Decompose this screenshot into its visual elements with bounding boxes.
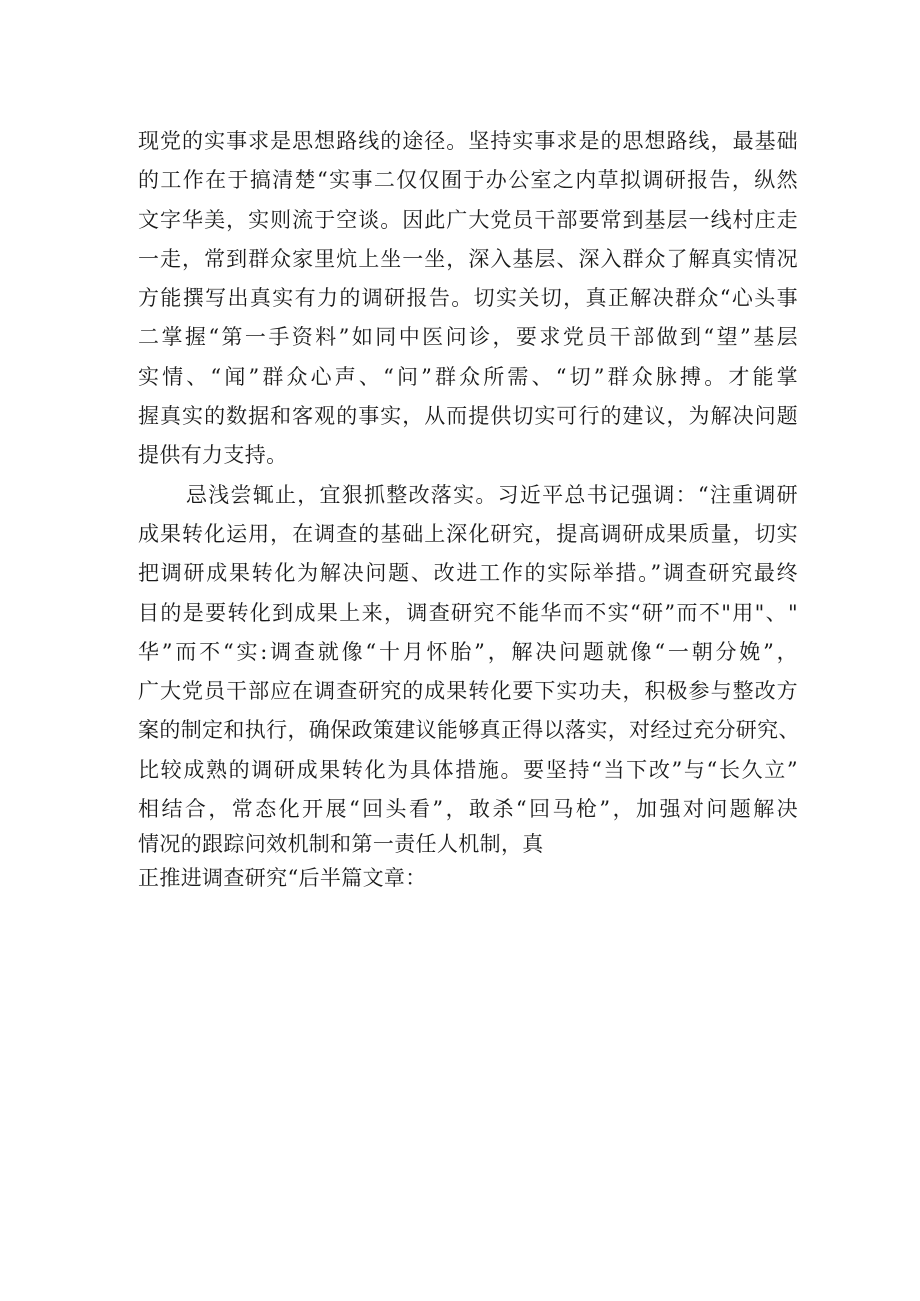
text-line: 现党的实事求是思想路线的途径。坚持实事求是的思想路线，最基础 <box>138 129 798 153</box>
text-line: 广大党员干部应在调查研究的成果转化要下实功夫，积极参与整改方 <box>138 679 798 704</box>
text-line: 目的是要转化到成果上来，调查研究不能华而不实“研”而不"用"、" <box>138 600 798 625</box>
paragraph-1 <box>138 122 798 476</box>
text-line: 的工作在于搞清楚“实事二仅仅囿于办公室之内草拟调研报告，纵然 <box>138 168 798 193</box>
paragraph-2 <box>138 476 798 899</box>
text-line: 实情、“闻”群众心声、“问”群众所需、“切”群众脉搏。才能掌 <box>138 364 798 389</box>
text-line: 文字华美，实则流于空谈。因此广大党员干部要常到基层一线村庄走 <box>138 207 798 232</box>
text-line: 握真实的数据和客观的事实，从而提供切实可行的建议，为解决问题 <box>138 404 798 429</box>
text-line: 比较成熟的调研成果转化为具体措施。要坚持“当下改”与“长久立” <box>138 757 798 782</box>
body-text <box>138 122 798 899</box>
text-line: 华”而不“实:调查就像“十月怀胎”，解决问题就像“一朝分娩”， <box>138 639 798 664</box>
text-line: 二掌握“第一手资料”如同中医问诊，要求党员干部做到“望”基层 <box>138 325 798 350</box>
text-line: 相结合，常态化开展“回头看”，敢杀“回马枪”，加强对问题解决 <box>138 797 798 822</box>
text-line: 方能撰写出真实有力的调研报告。切实关切，真正解决群众“心头事 <box>138 286 798 311</box>
text-line: 案的制定和执行，确保政策建议能够真正得以落实，对经过充分研究、 <box>138 718 800 743</box>
text-line: 一走，常到群众家里炕上坐一坐，深入基层、深入群众了解真实情况 <box>138 246 798 271</box>
text-line: 忌浅尝辄止，宜狠抓整改落实。习近平总书记强调：“注重调研 <box>186 482 798 507</box>
text-line: 情况的跟踪问效机制和第一责任人机制，真 <box>138 832 544 857</box>
text-line: 把调研成果转化为解决问题、改进工作的实际举措。”调查研究最终 <box>138 561 798 586</box>
text-line: 成果转化运用，在调查的基础上深化研究，提高调研成果质量，切实 <box>138 521 798 546</box>
text-line: 正推进调查研究“后半篇文章： <box>138 866 427 891</box>
text-line: 提供有力支持。 <box>138 443 288 468</box>
